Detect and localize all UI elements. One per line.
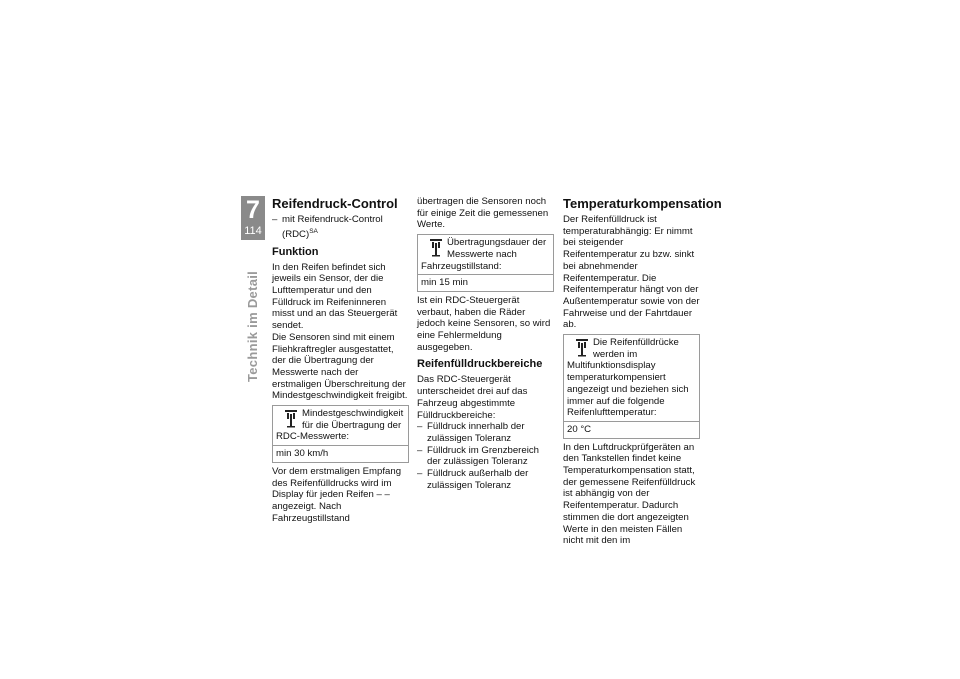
paragraph: übertragen die Sensoren noch für einige Zeit die gemessenen Werte. xyxy=(417,196,549,231)
paragraph: Das RDC-Steuergerät unterscheidet drei auf das Fahrzeug abgestimmte Fülldruckbereiche: xyxy=(417,374,528,421)
page-number: 114 xyxy=(244,225,262,237)
heading-reifenfuelldruckbereiche: Reifenfülldruckbereiche xyxy=(417,358,543,371)
sa-superscript: SA xyxy=(309,227,318,235)
paragraph: Der Reifenfülldruck ist temperaturabhängig: Er nimmt bei steigender Reifentemperatur zu bzw. sinkt bei abnehmender Reifentemperatur. Die Reifentemperatur hängt von der Außentemperatur sowie von der Fahrweise und der Fahrtdauer ab. xyxy=(563,214,700,331)
list-item: – Fülldruck außerhalb der zulässigen Toleranz xyxy=(417,468,529,491)
chapter-number: 7 xyxy=(246,196,260,224)
note-box xyxy=(563,334,700,439)
list-item: – mit Reifendruck-Control (RDC)$^{SA}$ xyxy=(272,214,383,240)
section-title: Technik im Detail xyxy=(245,270,260,382)
paragraph: In den Reifen befindet sich jeweils ein Sensor, der die Lufttemperatur und den Fülldruck im Reifeninneren misst und an das Steuergerät sendet. xyxy=(272,261,398,332)
note-text: Die Reifenfülldrücke werden im Multifunktionsdisplay temperaturkompensiert angezeigt und beziehen sich immer auf die folgende Reifenlufttemperatur: xyxy=(567,337,689,419)
list-item: – Fülldruck im Grenzbereich der zulässigen Toleranz xyxy=(417,444,539,468)
note-text: Mindestgeschwindigkeit für die Übertragung der RDC-Messwerte: xyxy=(276,408,404,443)
heading-temperaturkompensation: Temperaturkompensation xyxy=(563,196,722,211)
note-icon xyxy=(284,409,298,429)
list-item: – Fülldruck innerhalb der zulässigen Toleranz xyxy=(417,421,525,444)
paragraph: Ist ein RDC-Steuergerät verbaut, haben die Räder jedoch keine Sensoren, so wird eine Fehlermeldung ausgegeben. xyxy=(417,294,551,353)
heading-reifendruck-control: Reifendruck-Control xyxy=(272,196,398,211)
bullet-text: mit Reifendruck-Control (RDC) xyxy=(282,214,383,240)
note-icon xyxy=(429,238,443,258)
column-3 xyxy=(563,196,722,547)
paragraph: Vor dem erstmaligen Empfang des Reifenfülldrucks wird im Display für jeden Reifen – – angezeigt. Nach Fahrzeugstillstand xyxy=(272,465,402,524)
note-text: Übertragungsdauer der Messwerte nach Fahrzeugstillstand: xyxy=(421,237,547,272)
heading-funktion: Funktion xyxy=(272,245,319,258)
note-value: 20 °C xyxy=(564,421,699,438)
note-value: min 30 km/h xyxy=(273,445,408,462)
note-icon xyxy=(575,338,589,358)
paragraph: In den Luftdruckprüfgeräten an den Tankstellen findet keine Temperaturkompensation statt, der gemessene Reifenfülldruck ist abhängig von der Reifentemperatur. Dadurch stimmen die dort angezeigten Werte in den meisten Fällen nicht mit den im xyxy=(563,441,696,547)
chapter-tab xyxy=(241,196,265,240)
note-value: min 15 min xyxy=(418,274,553,291)
column-2 xyxy=(417,196,554,491)
column-1 xyxy=(272,196,409,524)
note-box xyxy=(417,234,554,292)
paragraph: Die Sensoren sind mit einem Fliehkraftregler ausgestattet, der die Übertragung der Messwerte nach der erstmaligen Überschreitung der Mindestgeschwindigkeit freigibt. xyxy=(272,331,408,402)
note-box xyxy=(272,405,409,463)
